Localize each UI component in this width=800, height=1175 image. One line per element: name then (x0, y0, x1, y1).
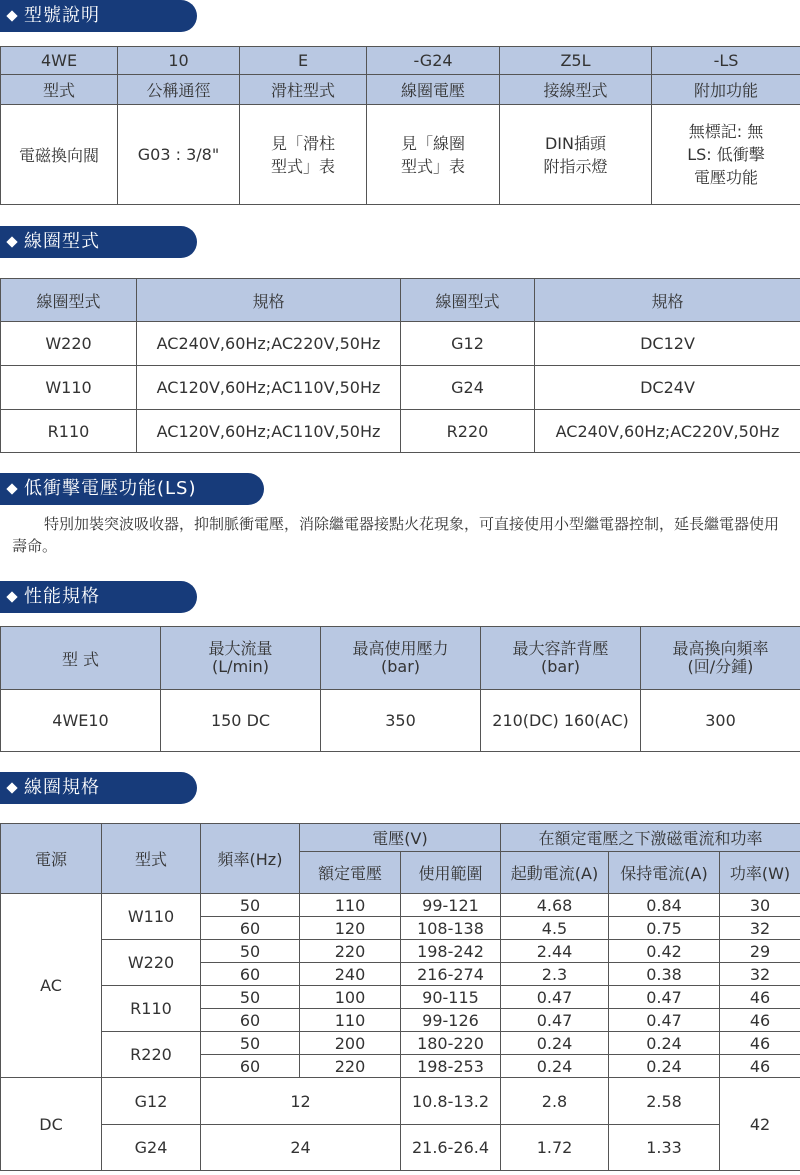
table-cell: 0.38 (609, 963, 720, 986)
column-header: 功率(W) (720, 852, 800, 894)
table-cell: 200 (300, 1032, 401, 1055)
table-cell: G12 (401, 322, 535, 366)
model-code: 10 (118, 47, 240, 75)
table-cell: 1.72 (501, 1125, 609, 1171)
table-cell: G24 (401, 366, 535, 410)
table-cell: 2.3 (501, 963, 609, 986)
table-cell: 220 (300, 940, 401, 963)
table-row (1, 1032, 800, 1055)
table-cell: 2.58 (609, 1078, 720, 1125)
table-cell: 0.47 (501, 1009, 609, 1032)
table-cell: 120 (300, 917, 401, 940)
model-value: 無標記: 無 LS: 低衝擊 電壓功能 (652, 105, 800, 205)
diamond-icon (6, 236, 17, 247)
table-cell: 99-126 (401, 1009, 501, 1032)
table-cell: 12 (201, 1078, 401, 1125)
table-row (1, 894, 800, 917)
section-title: 型號說明 (24, 5, 100, 26)
column-header: 型 式 (1, 627, 161, 690)
diamond-icon (6, 591, 17, 602)
table-cell: 1.33 (609, 1125, 720, 1171)
table-cell: 0.42 (609, 940, 720, 963)
section-title: 低衝擊電壓功能(LS) (24, 478, 197, 499)
table-cell: 0.47 (609, 986, 720, 1009)
model-value: 見「線圈 型式」表 (367, 105, 500, 205)
column-header: 起動電流(A) (501, 852, 609, 894)
model-label-row (1, 75, 800, 105)
coil-type-header-row (1, 279, 800, 322)
table-cell: 0.47 (501, 986, 609, 1009)
table-cell: 50 (201, 940, 300, 963)
table-cell: 99-121 (401, 894, 501, 917)
table-cell: 60 (201, 1055, 300, 1078)
diamond-icon (6, 483, 17, 494)
table-cell: 216-274 (401, 963, 501, 986)
table-cell: 198-253 (401, 1055, 501, 1078)
table-cell: 0.24 (609, 1055, 720, 1078)
table-cell: DC24V (535, 366, 800, 410)
column-header: 電源 (1, 824, 102, 894)
coil-type-table (0, 278, 800, 453)
table-cell: 300 (641, 690, 800, 752)
table-cell: AC240V,60Hz;AC220V,50Hz (137, 322, 401, 366)
column-header: 線圈型式 (401, 279, 535, 322)
table-row (1, 690, 800, 752)
section-header-coil-type (0, 226, 197, 258)
table-row (1, 986, 800, 1009)
power-cell: DC (1, 1078, 102, 1171)
table-cell: 90-115 (401, 986, 501, 1009)
table-cell: 150 DC (161, 690, 321, 752)
model-label: 附加功能 (652, 75, 800, 105)
table-cell: 50 (201, 1032, 300, 1055)
column-header: 額定電壓 (300, 852, 401, 894)
table-cell: 2.44 (501, 940, 609, 963)
table-cell: 46 (720, 1055, 800, 1078)
table-cell: DC12V (535, 322, 800, 366)
model-value: 見「滑柱 型式」表 (240, 105, 367, 205)
ls-description: 特別加裝突波吸收器，抑制脈衝電壓，消除繼電器接點火花現象，可直接使用小型繼電器控制，延長繼電器使用壽命。 (12, 515, 780, 555)
table-cell: 60 (201, 1009, 300, 1032)
column-header: 電壓(V) (300, 824, 501, 852)
table-cell: 0.24 (501, 1055, 609, 1078)
column-header: 線圈型式 (1, 279, 137, 322)
table-cell: 46 (720, 1032, 800, 1055)
table-cell: 110 (300, 1009, 401, 1032)
diamond-icon (6, 782, 17, 793)
section-title: 線圈規格 (24, 777, 100, 798)
table-cell: 32 (720, 963, 800, 986)
table-cell: 0.75 (609, 917, 720, 940)
model-label: 滑柱型式 (240, 75, 367, 105)
table-row (1, 366, 800, 410)
table-row (1, 1125, 800, 1171)
table-cell: 4WE10 (1, 690, 161, 752)
column-header: 頻率(Hz) (201, 824, 300, 894)
model-code-row (1, 47, 800, 75)
table-cell: AC240V,60Hz;AC220V,50Hz (535, 410, 800, 453)
section-header-perf (0, 581, 197, 613)
table-cell: 60 (201, 963, 300, 986)
model-cell: R110 (102, 986, 201, 1032)
table-cell: 220 (300, 1055, 401, 1078)
diamond-icon (6, 10, 17, 21)
model-cell: G24 (102, 1125, 201, 1171)
section-header-model (0, 0, 197, 32)
model-code: Z5L (500, 47, 652, 75)
model-value-row (1, 105, 800, 205)
coil-spec-header-row-1 (1, 824, 800, 852)
table-cell: 210(DC) 160(AC) (481, 690, 641, 752)
column-header: 型式 (102, 824, 201, 894)
column-header: 在額定電壓之下激磁電流和功率 (501, 824, 800, 852)
section-title: 線圈型式 (24, 231, 100, 252)
table-cell: 100 (300, 986, 401, 1009)
table-cell: 29 (720, 940, 800, 963)
model-cell: G12 (102, 1078, 201, 1125)
model-label: 接線型式 (500, 75, 652, 105)
model-code: E (240, 47, 367, 75)
column-header: 最高使用壓力 (bar) (321, 627, 481, 690)
model-label: 線圈電壓 (367, 75, 500, 105)
table-cell: 4.5 (501, 917, 609, 940)
section-header-ls (0, 473, 264, 505)
table-cell: 2.8 (501, 1078, 609, 1125)
table-cell: 108-138 (401, 917, 501, 940)
table-row (1, 322, 800, 366)
table-cell: 0.47 (609, 1009, 720, 1032)
section-title: 性能規格 (24, 586, 100, 607)
model-value: G03 : 3/8" (118, 105, 240, 205)
table-cell: 50 (201, 986, 300, 1009)
table-row (1, 1078, 800, 1125)
model-label: 型式 (1, 75, 118, 105)
table-cell: 0.24 (501, 1032, 609, 1055)
table-cell: 42 (720, 1078, 800, 1171)
model-cell: W220 (102, 940, 201, 986)
table-cell: 4.68 (501, 894, 609, 917)
table-cell: 46 (720, 1009, 800, 1032)
table-cell: 50 (201, 894, 300, 917)
model-table (0, 46, 800, 205)
table-cell: W220 (1, 322, 137, 366)
column-header: 保持電流(A) (609, 852, 720, 894)
table-cell: 46 (720, 986, 800, 1009)
model-cell: R220 (102, 1032, 201, 1078)
model-value: DIN插頭 附指示燈 (500, 105, 652, 205)
table-cell: W110 (1, 366, 137, 410)
power-cell: AC (1, 894, 102, 1078)
table-cell: 110 (300, 894, 401, 917)
table-cell: 30 (720, 894, 800, 917)
model-label: 公稱通徑 (118, 75, 240, 105)
table-cell: 0.84 (609, 894, 720, 917)
coil-spec-table (0, 823, 800, 1171)
table-row (1, 410, 800, 453)
perf-table (0, 626, 800, 752)
table-cell: 180-220 (401, 1032, 501, 1055)
column-header: 最大流量 (L/min) (161, 627, 321, 690)
table-cell: 240 (300, 963, 401, 986)
model-cell: W110 (102, 894, 201, 940)
model-code: -G24 (367, 47, 500, 75)
table-cell: AC120V,60Hz;AC110V,50Hz (137, 366, 401, 410)
table-cell: 198-242 (401, 940, 501, 963)
table-cell: 24 (201, 1125, 401, 1171)
column-header: 最大容許背壓 (bar) (481, 627, 641, 690)
perf-header-row (1, 627, 800, 690)
table-cell: 32 (720, 917, 800, 940)
model-value: 電磁換向閥 (1, 105, 118, 205)
table-cell: 21.6-26.4 (401, 1125, 501, 1171)
column-header: 最高換向頻率 (回/分鍾) (641, 627, 800, 690)
table-cell: 10.8-13.2 (401, 1078, 501, 1125)
table-cell: 0.24 (609, 1032, 720, 1055)
model-code: -LS (652, 47, 800, 75)
table-cell: R220 (401, 410, 535, 453)
model-code: 4WE (1, 47, 118, 75)
table-row (1, 940, 800, 963)
table-cell: R110 (1, 410, 137, 453)
table-cell: 350 (321, 690, 481, 752)
column-header: 使用範圍 (401, 852, 501, 894)
column-header: 規格 (535, 279, 800, 322)
table-cell: AC120V,60Hz;AC110V,50Hz (137, 410, 401, 453)
section-header-coil-spec (0, 772, 197, 804)
column-header: 規格 (137, 279, 401, 322)
table-cell: 60 (201, 917, 300, 940)
